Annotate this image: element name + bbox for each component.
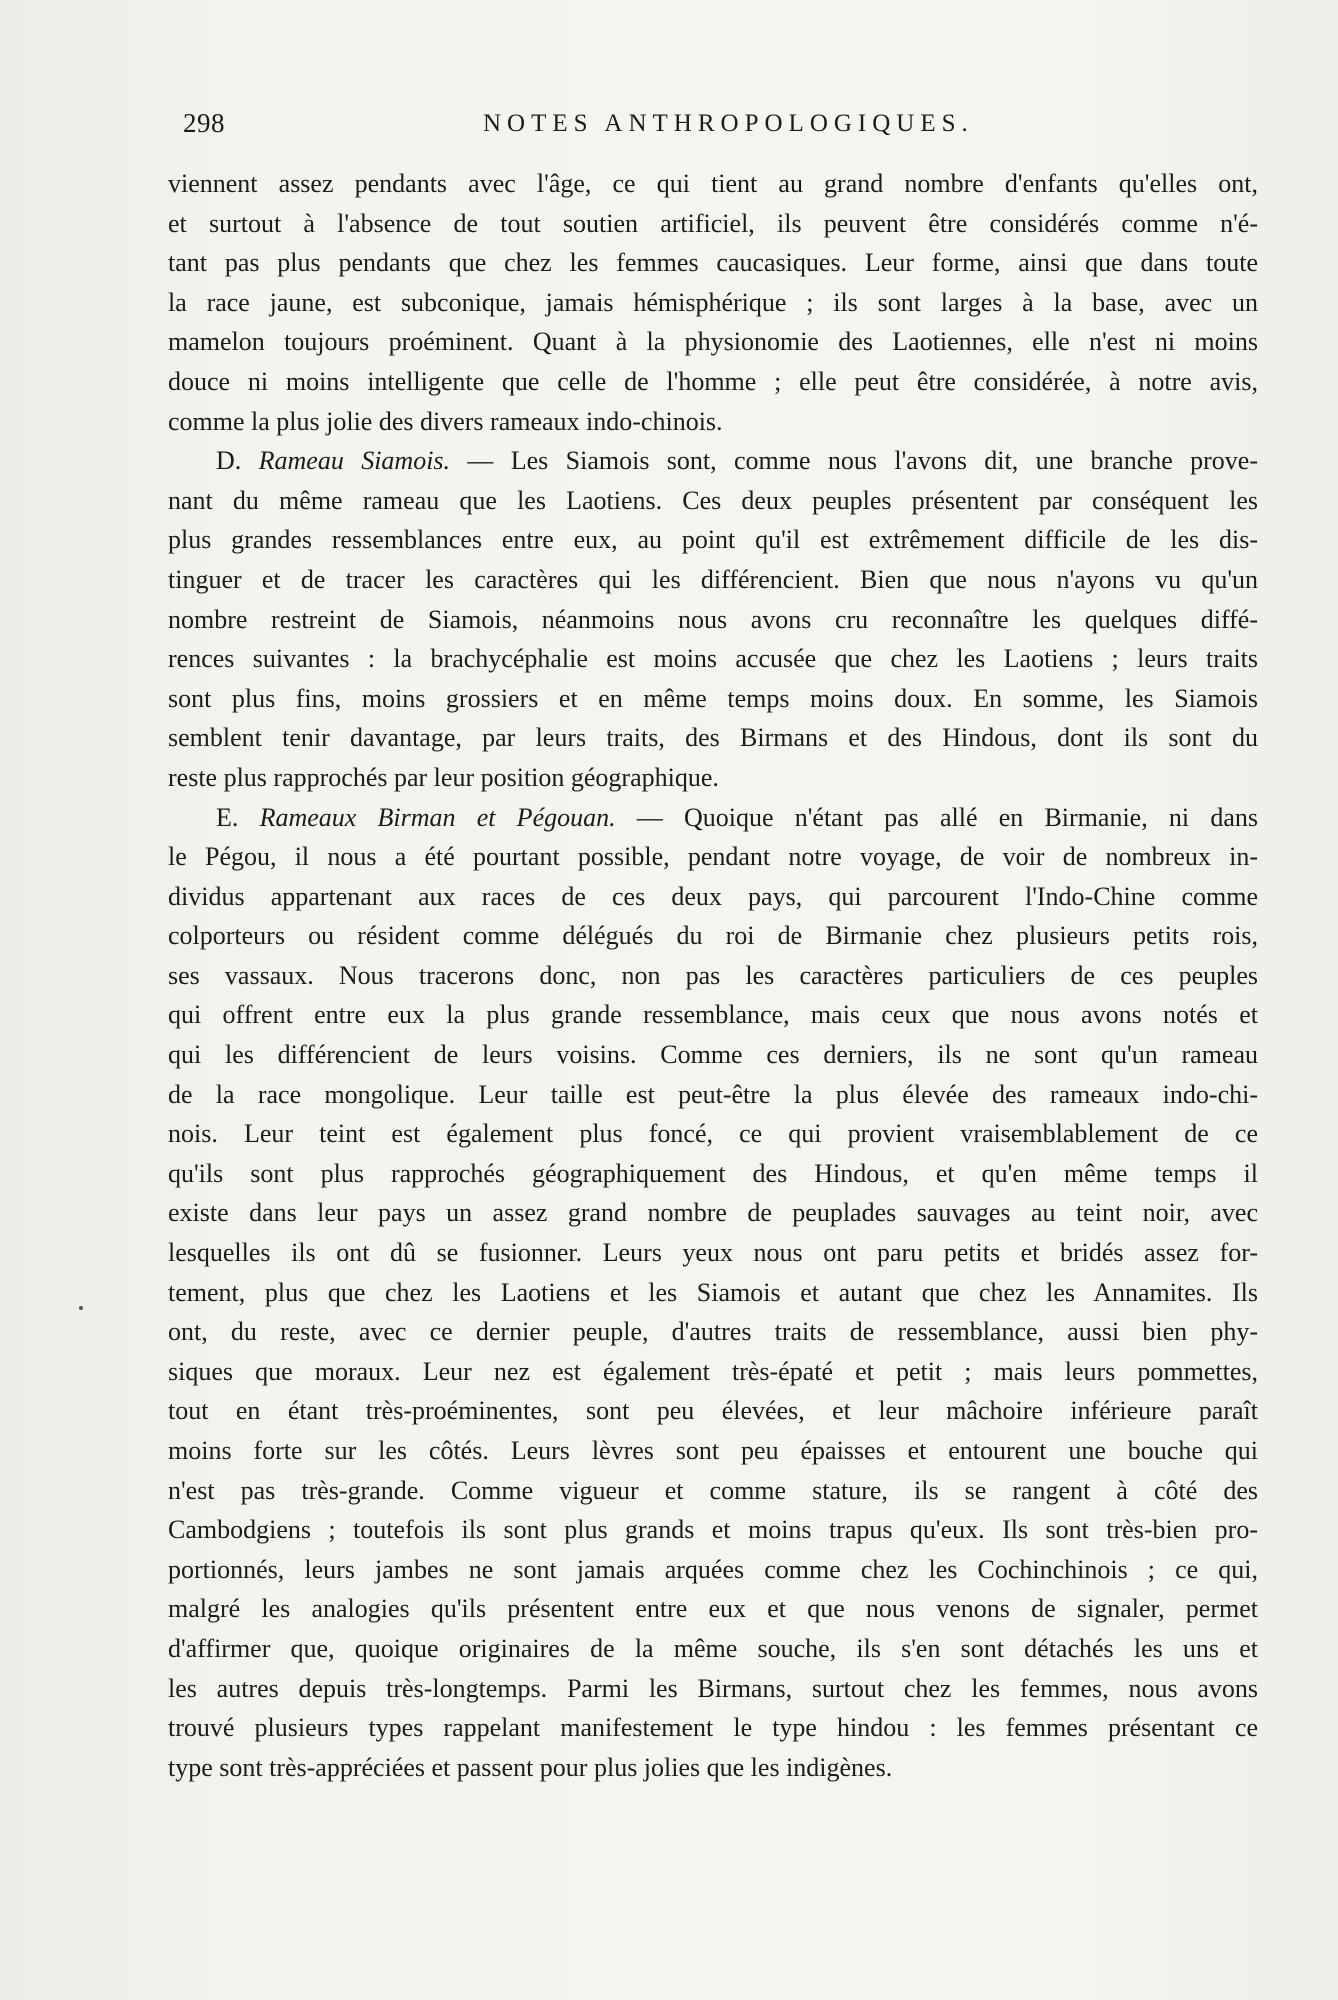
running-head — [183, 108, 1258, 148]
text-line: ont, du reste, avec ce dernier peuple, d'autres traits de ressemblance, aussi bien phy- — [168, 1317, 1258, 1347]
text-line: tement, plus que chez les Laotiens et les Siamois et autant que chez les Annamites. Ils — [168, 1277, 1258, 1307]
text-line: qui les différencient de leurs voisins. Comme ces derniers, ils ne sont qu'un rameau — [168, 1040, 1258, 1070]
text-line: dividus appartenant aux races de ces deux pays, qui parcourent l'Indo-Chine comme — [168, 881, 1258, 911]
text-line: lesquelles ils ont dû se fusionner. Leurs yeux nous ont paru petits et bridés assez for- — [168, 1238, 1258, 1268]
text-line: mamelon toujours proéminent. Quant à la physionomie des Laotiennes, elle n'est ni moins — [168, 327, 1258, 357]
text-line: plus grandes ressemblances entre eux, au point qu'il est extrêmement difficile de les dis- — [168, 525, 1258, 555]
body-text — [168, 164, 1258, 1787]
text-line: type sont très-appréciées et passent pour plus jolies que les indigènes. — [168, 1752, 893, 1782]
text-line: douce ni moins intelligente que celle de l'homme ; elle peut être considérée, à notre avis, — [168, 366, 1258, 396]
text-line: existe dans leur pays un assez grand nombre de peuplades sauvages au teint noir, avec — [168, 1198, 1258, 1228]
text-line: Cambodgiens ; toutefois ils sont plus grands et moins trapus qu'eux. Ils sont très-bien pro- — [168, 1515, 1258, 1545]
text-line: semblent tenir davantage, par leurs traits, des Birmans et des Hindous, dont ils sont du — [168, 723, 1258, 753]
text-line: n'est pas très-grande. Comme vigueur et comme stature, ils se rangent à côté des — [168, 1475, 1258, 1505]
text-line: qui offrent entre eux la plus grande ressemblance, mais ceux que nous avons notés et — [168, 1000, 1258, 1030]
text-line: d'affirmer que, quoique originaires de la même souche, ils s'en sont détachés les uns et — [168, 1633, 1258, 1663]
text-line: tinguer et de tracer les caractères qui les différencient. Bien que nous n'ayons vu qu'un — [168, 564, 1258, 594]
running-title: NOTES ANTHROPOLOGIQUES. — [483, 110, 974, 137]
text-line: qu'ils sont plus rapprochés géographiquement des Hindous, et qu'en même temps il — [168, 1158, 1258, 1188]
text-line: trouvé plusieurs types rappelant manifestement le type hindou : les femmes présentant ce — [168, 1713, 1258, 1743]
page-number: 298 — [183, 108, 225, 138]
text-line: viennent assez pendants avec l'âge, ce qui tient au grand nombre d'enfants qu'elles ont, — [168, 169, 1258, 198]
section-d-label: D. — [216, 446, 242, 476]
text-line: reste plus rapprochés par leur position géographique. — [168, 762, 719, 792]
text-line: sont plus fins, moins grossiers et en même temps moins doux. En somme, les Siamois — [168, 683, 1258, 713]
section-e-first-line — [168, 798, 1258, 838]
section-e-heading: Rameaux Birman et Pégouan. — [259, 802, 616, 832]
text-line: comme la plus jolie des divers rameaux indo-chinois. — [168, 406, 723, 436]
stray-ink-dot — [79, 1306, 83, 1310]
text-line: nant du même rameau que les Laotiens. Ces deux peuples présentent par conséquent les — [168, 485, 1258, 515]
section-e-label: E. — [216, 802, 239, 832]
text-line: tout en étant très-proéminentes, sont peu élevées, et leur mâchoire inférieure paraît — [168, 1396, 1258, 1426]
text-line: les autres depuis très-longtemps. Parmi les Birmans, surtout chez les femmes, nous avons — [168, 1673, 1258, 1703]
text-line: siques que moraux. Leur nez est également très-épaté et petit ; mais leurs pommettes, — [168, 1356, 1258, 1386]
section-d-first-line — [168, 441, 1258, 481]
text-line: tant pas plus pendants que chez les femmes caucasiques. Leur forme, ainsi que dans toute — [168, 248, 1258, 278]
text-line: nois. Leur teint est également plus foncé, ce qui provient vraisemblablement de ce — [168, 1119, 1258, 1149]
text-line: le Pégou, il nous a été pourtant possible, pendant notre voyage, de voir de nombreux in- — [168, 842, 1258, 872]
section-e-first-line-rest: — Quoique n'étant pas allé en Birmanie, ni dans — [615, 802, 1258, 832]
text-line: colporteurs ou résident comme délégués du roi de Birmanie chez plusieurs petits rois, — [168, 921, 1258, 951]
text-line: rences suivantes : la brachycéphalie est moins accusée que chez les Laotiens ; leurs traits — [168, 644, 1258, 674]
text-line: malgré les analogies qu'ils présentent entre eux et que nous venons de signaler, permet — [168, 1594, 1258, 1624]
text-line: nombre restreint de Siamois, néanmoins nous avons cru reconnaître les quelques diffé- — [168, 604, 1258, 634]
text-line: la race jaune, est subconique, jamais hémisphérique ; ils sont larges à la base, avec un — [168, 287, 1258, 317]
text-line: et surtout à l'absence de tout soutien artificiel, ils peuvent être considérés comme n'é- — [168, 208, 1258, 238]
text-line: ses vassaux. Nous tracerons donc, non pas les caractères particuliers de ces peuples — [168, 960, 1258, 990]
text-line: de la race mongolique. Leur taille est peut-être la plus élevée des rameaux indo-chi- — [168, 1079, 1258, 1109]
text-line: moins forte sur les côtés. Leurs lèvres sont peu épaisses et entourent une bouche qui — [168, 1436, 1258, 1465]
text-line: portionnés, leurs jambes ne sont jamais arquées comme chez les Cochinchinois ; ce qui, — [168, 1554, 1258, 1584]
section-d-first-line-rest: — Les Siamois sont, comme nous l'avons dit, une branche prove- — [450, 446, 1258, 476]
section-d-heading: Rameau Siamois. — [258, 446, 451, 476]
